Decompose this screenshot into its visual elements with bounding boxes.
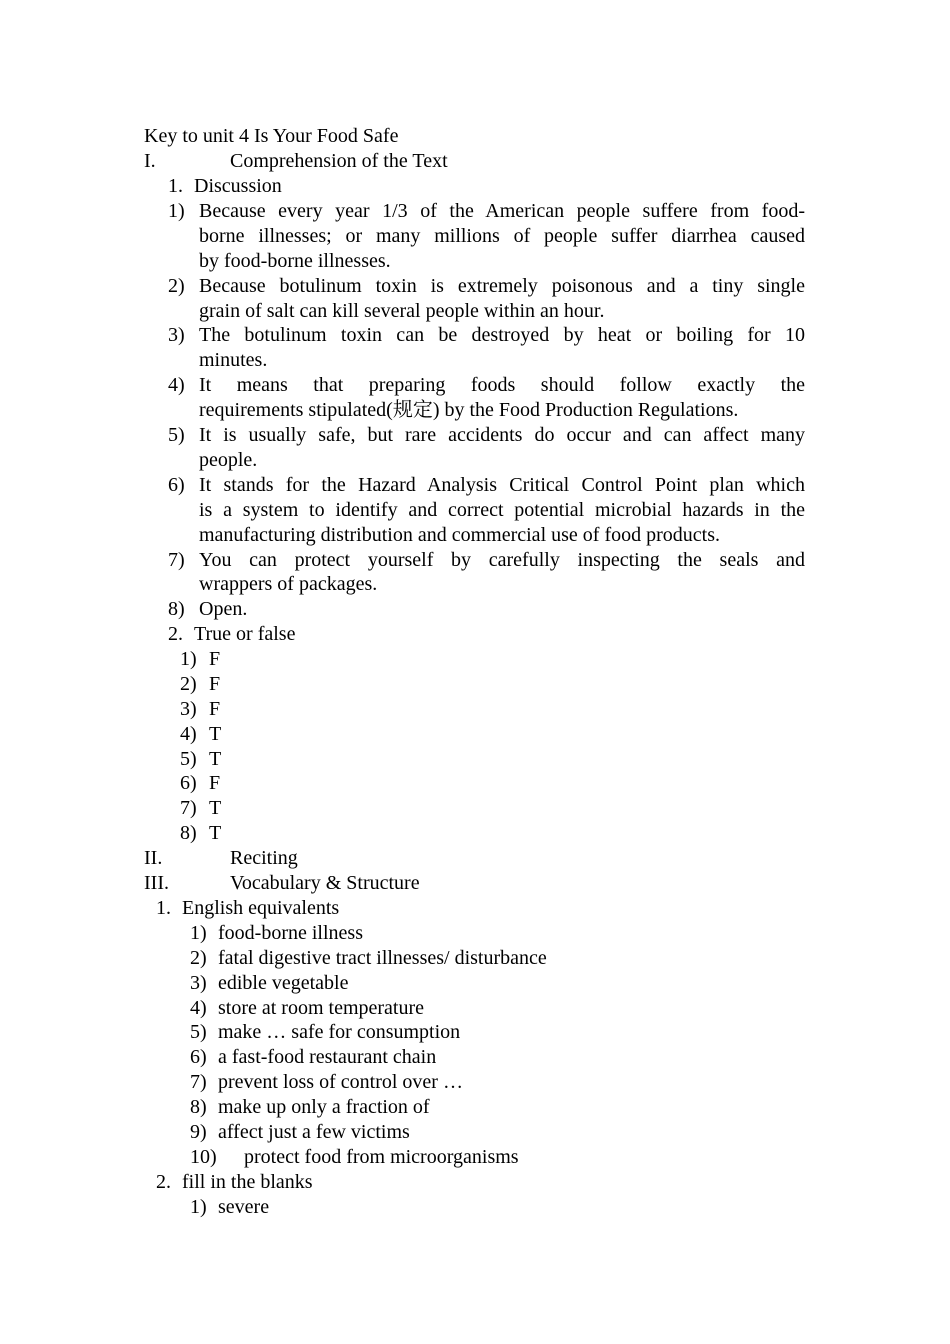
- discussion-number: 1.: [168, 175, 183, 197]
- item-number: 7): [190, 1071, 207, 1093]
- item-number: 4): [180, 723, 197, 745]
- item-number: 10): [190, 1146, 217, 1168]
- item-answer: T: [209, 748, 222, 770]
- item-number: 1): [190, 1196, 207, 1218]
- item-number: 7): [180, 797, 197, 819]
- equivalent-item: [190, 946, 547, 971]
- true-false-item: [180, 821, 222, 846]
- discussion-item-number: 1): [168, 200, 185, 222]
- item-number: 3): [190, 972, 207, 994]
- item-text: edible vegetable: [218, 972, 349, 994]
- section-2-heading: [144, 846, 298, 871]
- discussion-item-line: Because every year 1/3 of the American people suffere from food-: [199, 200, 805, 222]
- item-text: protect food from microorganisms: [244, 1146, 519, 1168]
- discussion-item-line: The botulinum toxin can be destroyed by heat or boiling for 10: [199, 324, 805, 346]
- section-2-numeral: II.: [144, 847, 163, 869]
- item-text: severe: [218, 1196, 270, 1218]
- equivalent-item: [190, 1020, 461, 1045]
- discussion-item-line: Open.: [199, 598, 248, 620]
- discussion-item-number: 4): [168, 374, 185, 396]
- equivalent-item: [190, 1120, 410, 1145]
- discussion-item-number: 2): [168, 275, 185, 297]
- item-number: 9): [190, 1121, 207, 1143]
- equivalent-item: [190, 1070, 463, 1095]
- discussion-item-line: wrappers of packages.: [199, 573, 378, 595]
- discussion-item-line: You can protect yourself by carefully inspecting the seals and: [199, 549, 805, 571]
- item-text: a fast-food restaurant chain: [218, 1046, 437, 1068]
- item-number: 3): [180, 698, 197, 720]
- item-number: 1): [190, 922, 207, 944]
- true-false-item: [180, 647, 221, 672]
- discussion-item-line: It is usually safe, but rare accidents do occur and can affect many: [199, 424, 805, 446]
- item-text: affect just a few victims: [218, 1121, 410, 1143]
- equivalent-item: [190, 971, 349, 996]
- item-number: 5): [180, 748, 197, 770]
- true-false-item: [180, 771, 221, 796]
- item-answer: T: [209, 723, 222, 745]
- item-number: 1): [180, 648, 197, 670]
- equivalent-item: [190, 996, 425, 1021]
- item-number: 2): [180, 673, 197, 695]
- discussion-item-line: people.: [199, 449, 258, 471]
- item-number: 5): [190, 1021, 207, 1043]
- fill-blank-item: [190, 1195, 270, 1220]
- english-equivalents-number: 1.: [156, 897, 171, 919]
- discussion-item-line: by food-borne illnesses.: [199, 250, 391, 272]
- discussion-item-number: 3): [168, 324, 185, 346]
- section-1-numeral: I.: [144, 150, 156, 172]
- equivalent-item: [190, 921, 363, 946]
- section-3-title: Vocabulary & Structure: [230, 872, 420, 894]
- english-equivalents-heading: [156, 896, 339, 921]
- true-false-item: [180, 722, 222, 747]
- true-false-item: [180, 796, 222, 821]
- item-number: 2): [190, 947, 207, 969]
- equivalent-item: [190, 1095, 430, 1120]
- item-text: food-borne illness: [218, 922, 363, 944]
- fill-blanks-title: fill in the blanks: [182, 1171, 313, 1193]
- discussion-item-line: borne illnesses; or many millions of people suffer diarrhea caused: [199, 225, 805, 247]
- item-answer: F: [209, 673, 221, 695]
- item-answer: T: [209, 797, 222, 819]
- true-false-item: [180, 697, 221, 722]
- item-text: store at room temperature: [218, 997, 425, 1019]
- fill-blanks-number: 2.: [156, 1171, 171, 1193]
- item-text: make up only a fraction of: [218, 1096, 430, 1118]
- discussion-item-line: is a system to identify and correct potential microbial hazards in the: [199, 499, 805, 521]
- item-answer: F: [209, 772, 221, 794]
- item-number: 4): [190, 997, 207, 1019]
- item-number: 6): [180, 772, 197, 794]
- discussion-item-line: requirements stipulated(规定) by the Food Production Regulations.: [199, 399, 739, 421]
- item-answer: F: [209, 648, 221, 670]
- section-3-heading: [144, 871, 420, 896]
- discussion-item-number: 7): [168, 549, 185, 571]
- section-3-numeral: III.: [144, 872, 169, 894]
- discussion-item-number: 5): [168, 424, 185, 446]
- item-text: prevent loss of control over …: [218, 1071, 463, 1093]
- discussion-item-line: grain of salt can kill several people within an hour.: [199, 300, 605, 322]
- item-answer: F: [209, 698, 221, 720]
- discussion-item-line: Because botulinum toxin is extremely poisonous and a tiny single: [199, 275, 805, 297]
- discussion-title: Discussion: [194, 175, 282, 197]
- document-title: Key to unit 4 Is Your Food Safe: [144, 125, 399, 147]
- discussion-item-number: 6): [168, 474, 185, 496]
- true-false-heading: [168, 622, 295, 647]
- section-2-title: Reciting: [230, 847, 298, 869]
- item-answer: T: [209, 822, 222, 844]
- fill-blanks-heading: [156, 1170, 313, 1195]
- section-1-title: Comprehension of the Text: [230, 150, 448, 172]
- discussion-item-line: It stands for the Hazard Analysis Critical Control Point plan which: [199, 474, 805, 496]
- item-number: 8): [190, 1096, 207, 1118]
- equivalent-item: [190, 1045, 437, 1070]
- discussion-item-line: It means that preparing foods should follow exactly the: [199, 374, 805, 396]
- item-number: 6): [190, 1046, 207, 1068]
- english-equivalents-title: English equivalents: [182, 897, 340, 919]
- true-false-item: [180, 747, 222, 772]
- item-text: fatal digestive tract illnesses/ disturbance: [218, 947, 547, 969]
- true-false-item: [180, 672, 221, 697]
- discussion-item-line: minutes.: [199, 349, 268, 371]
- true-false-number: 2.: [168, 623, 183, 645]
- equivalent-item: [190, 1145, 519, 1170]
- true-false-title: True or false: [194, 623, 296, 645]
- section-1-heading: [144, 149, 448, 174]
- discussion-item-line: manufacturing distribution and commercial use of food products.: [199, 524, 720, 546]
- item-number: 8): [180, 822, 197, 844]
- discussion-item-number: 8): [168, 598, 185, 620]
- item-text: make … safe for consumption: [218, 1021, 461, 1043]
- discussion-heading: [168, 174, 282, 199]
